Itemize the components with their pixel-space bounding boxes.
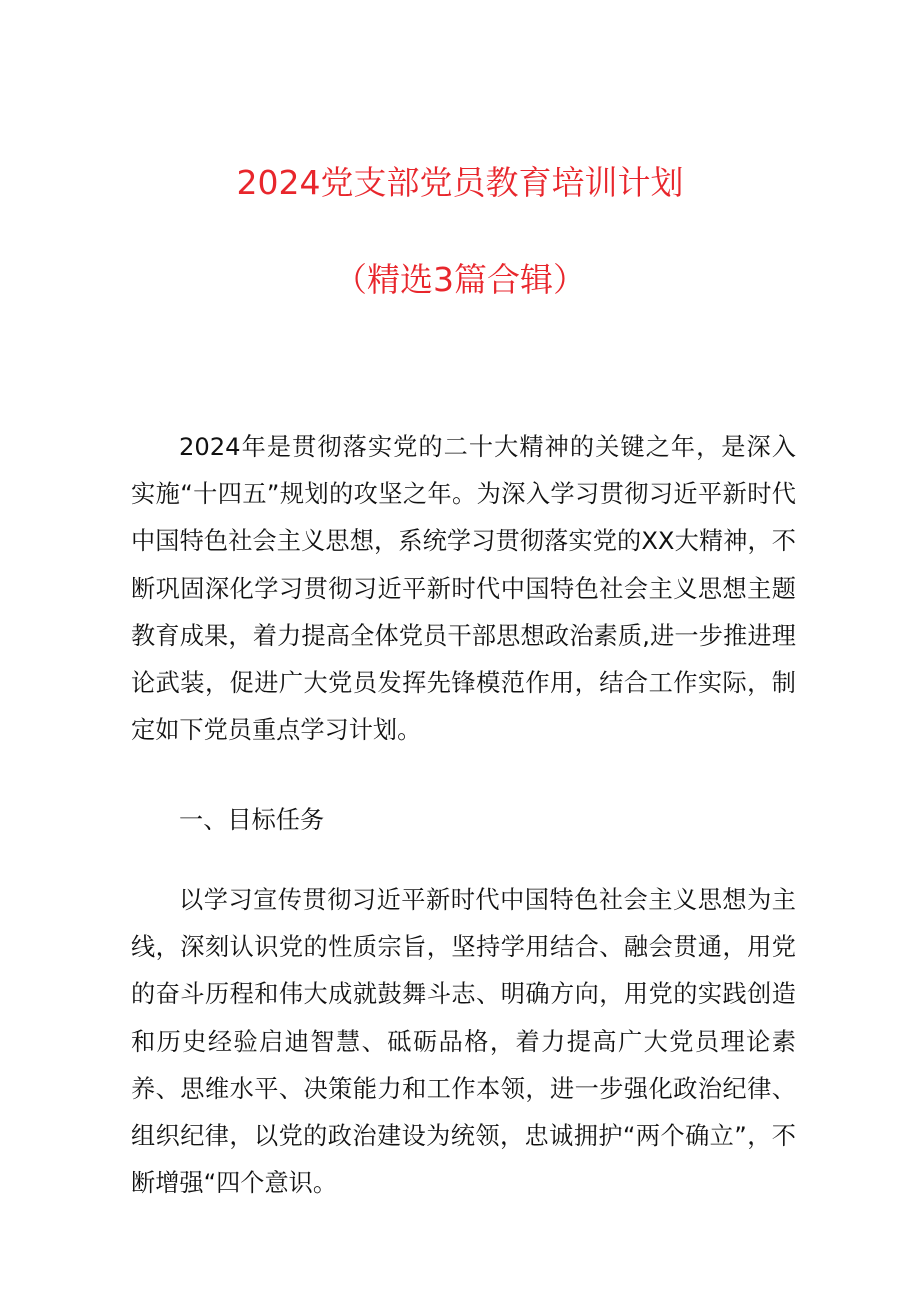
goals-paragraph: 以学习宣传贯彻习近平新时代中国特色社会主义思想为主线，深刻认识党的性质宗旨，坚持学用结合、融会贯通，用党的奋斗历程和伟大成就鼓舞斗志、明确方向，用党的实践创造和历史经验启迪智慧、砥砺品格，着力提高广大党员理论素养、思维水平、决策能力和工作本领，进一步强化政治纪律、组织纪律，以党的政治建设为统领，忠诚拥护“两个确立”，不断增强“四个意识。 — [131, 886, 796, 1198]
document-title: 2024党支部党员教育培训计划 — [236, 163, 684, 202]
document-subtitle: （精选3篇合辑） — [334, 260, 586, 299]
section-heading-goals: 一、目标任务 — [179, 806, 325, 834]
intro-paragraph: 2024年是贯彻落实党的二十大精神的关键之年，是深入实施“十四五”规划的攻坚之年。为深入学习贯彻习近平新时代中国特色社会主义思想，系统学习贯彻落实党的XX大精神，不断巩固深化学习贯彻习近平新时代中国特色社会主义思想主题教育成果，着力提高全体党员干部思想政治素质,进一步推进理论武装，促进广大党员发挥先锋模范作用，结合工作实际，制定如下党员重点学习计划。 — [131, 433, 796, 745]
